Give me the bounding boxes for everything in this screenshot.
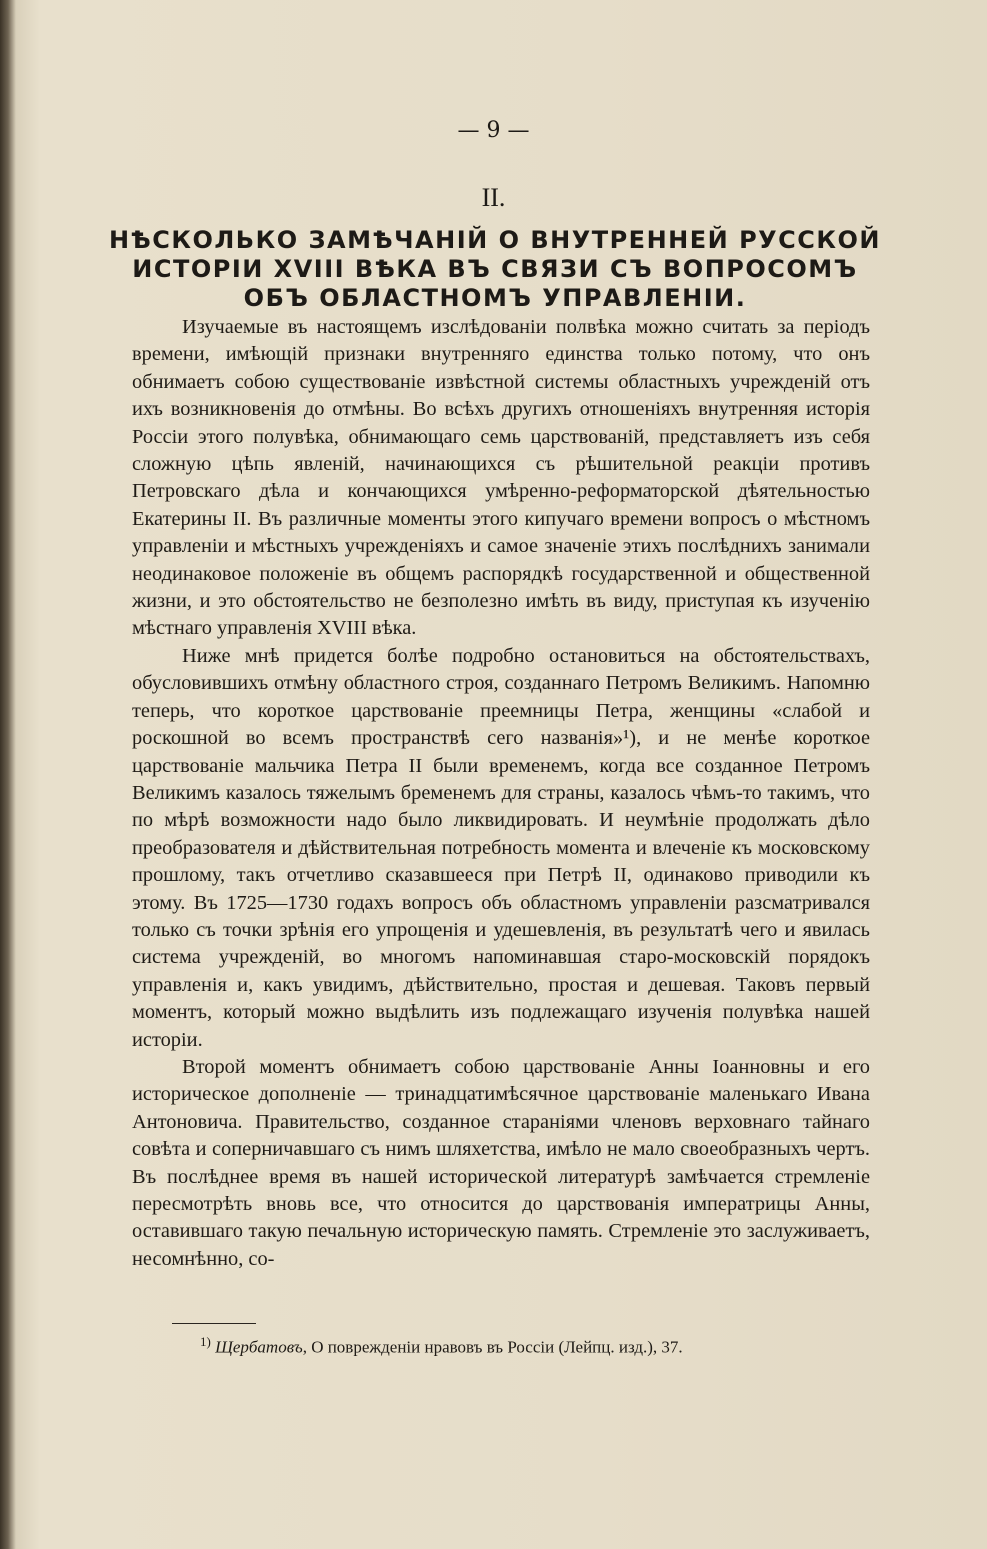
footnote xyxy=(200,1334,840,1358)
footnote-divider xyxy=(172,1323,256,1324)
body-text xyxy=(132,314,870,1273)
footnote-mark: 1) xyxy=(200,1334,211,1349)
chapter-number: II. xyxy=(481,183,506,212)
chapter-title: НѢСКОЛЬКО ЗАМѢЧАНІЙ О ВНУТРЕННЕЙ РУССКОЙ ИСТОРІИ XVIII ВѢКА ВЪ СВЯЗИ СЪ ВОПРОСОМЪ ОБЪ ОБЛАСТНОМЪ УПРАВЛЕНІИ. xyxy=(108,226,882,312)
footnote-text: , О поврежденіи нравовъ въ Россіи (Лейпц. изд.), 37. xyxy=(302,1337,683,1357)
paragraph-3: Второй моментъ обнимаетъ собою царствованіе Анны Іоанновны и его историческое дополненіе — тринадцатимѣсячное царствованіе маленькаго Ивана Антоновича. Правительство, созданное стараніями членовъ верховнаго тайнаго совѣта и соперничавшаго съ нимъ шляхетства, имѣло не мало своеобразныхъ чертъ. Въ послѣднее время въ нашей исторической литературѣ замѣчается стремленіе пересмотрѣть вновь все, что относится до царствованія императрицы Анны, оставившаго такую печальную историческую память. Стремленіе это заслуживаетъ, несомнѣнно, со- xyxy=(132,1055,870,1270)
paragraph-2: Ниже мнѣ придется болѣе подробно остановиться на обстоятельствахъ, обусловившихъ отмѣну областного строя, созданнаго Петромъ Великимъ. Напомню теперь, что короткое царствованіе преемницы Петра, женщины «слабой и роскошной во всемъ пространствѣ сего названія»¹), и не менѣе короткое царствованіе мальчика Петра II были временемъ, когда все созданное Петромъ Великимъ казалось тяжелымъ бременемъ для страны, казалось чѣмъ-то такимъ, что по мѣрѣ возможности надо было ликвидировать. И неумѣніе продолжать дѣло преобразователя и дѣйствительная потребность момента и влеченіе къ московскому прошлому, такъ отчетливо сказавшееся при Петрѣ II, одинаково приводили къ этому. Въ 1725—1730 годахъ вопросъ объ областномъ управленіи разсматривался только съ точки зрѣнія его упрощенія и удешевленія, въ результатѣ чего и явилась система учрежденій, во многомъ напоминавшая старо-московскій порядокъ управленія и, какъ увидимъ, дѣйствительно, простая и дешевая. Таковъ первый моментъ, который можно выдѣлить изъ подлежащаго изученія полувѣка нашей исторіи. xyxy=(132,644,870,1051)
paragraph-1: Изучаемые въ настоящемъ изслѣдованіи полвѣка можно считать за періодъ времени, имѣющій признаки внутренняго единства только потому, что онъ обнимаетъ собою существованіе извѣстной системы областныхъ учрежденій отъ ихъ возникновенія до отмѣны. Во всѣхъ другихъ отношеніяхъ внутренняя исторія Россіи этого полувѣка, обнимающаго семь царствованій, представляетъ изъ себя сложную цѣпь явленій, начинающихся съ рѣшительной реакціи противъ Петровскаго дѣла и кончающихся умѣренно-реформаторской дѣятельностью Екатерины II. Въ различные моменты этого кипучаго времени вопросъ о мѣстномъ управленіи и мѣстныхъ учрежденіяхъ и самое значеніе этихъ послѣднихъ занимали неодинаковое положеніе въ общемъ распорядкѣ государственной и общественной жизни, и это обстоятельство не безполезно имѣть въ виду, приступая къ изученію мѣстнаго управленія XVIII вѣка. xyxy=(132,316,870,640)
footnote-author: Щербатовъ xyxy=(215,1337,303,1357)
page-number: — 9 — xyxy=(457,118,530,143)
